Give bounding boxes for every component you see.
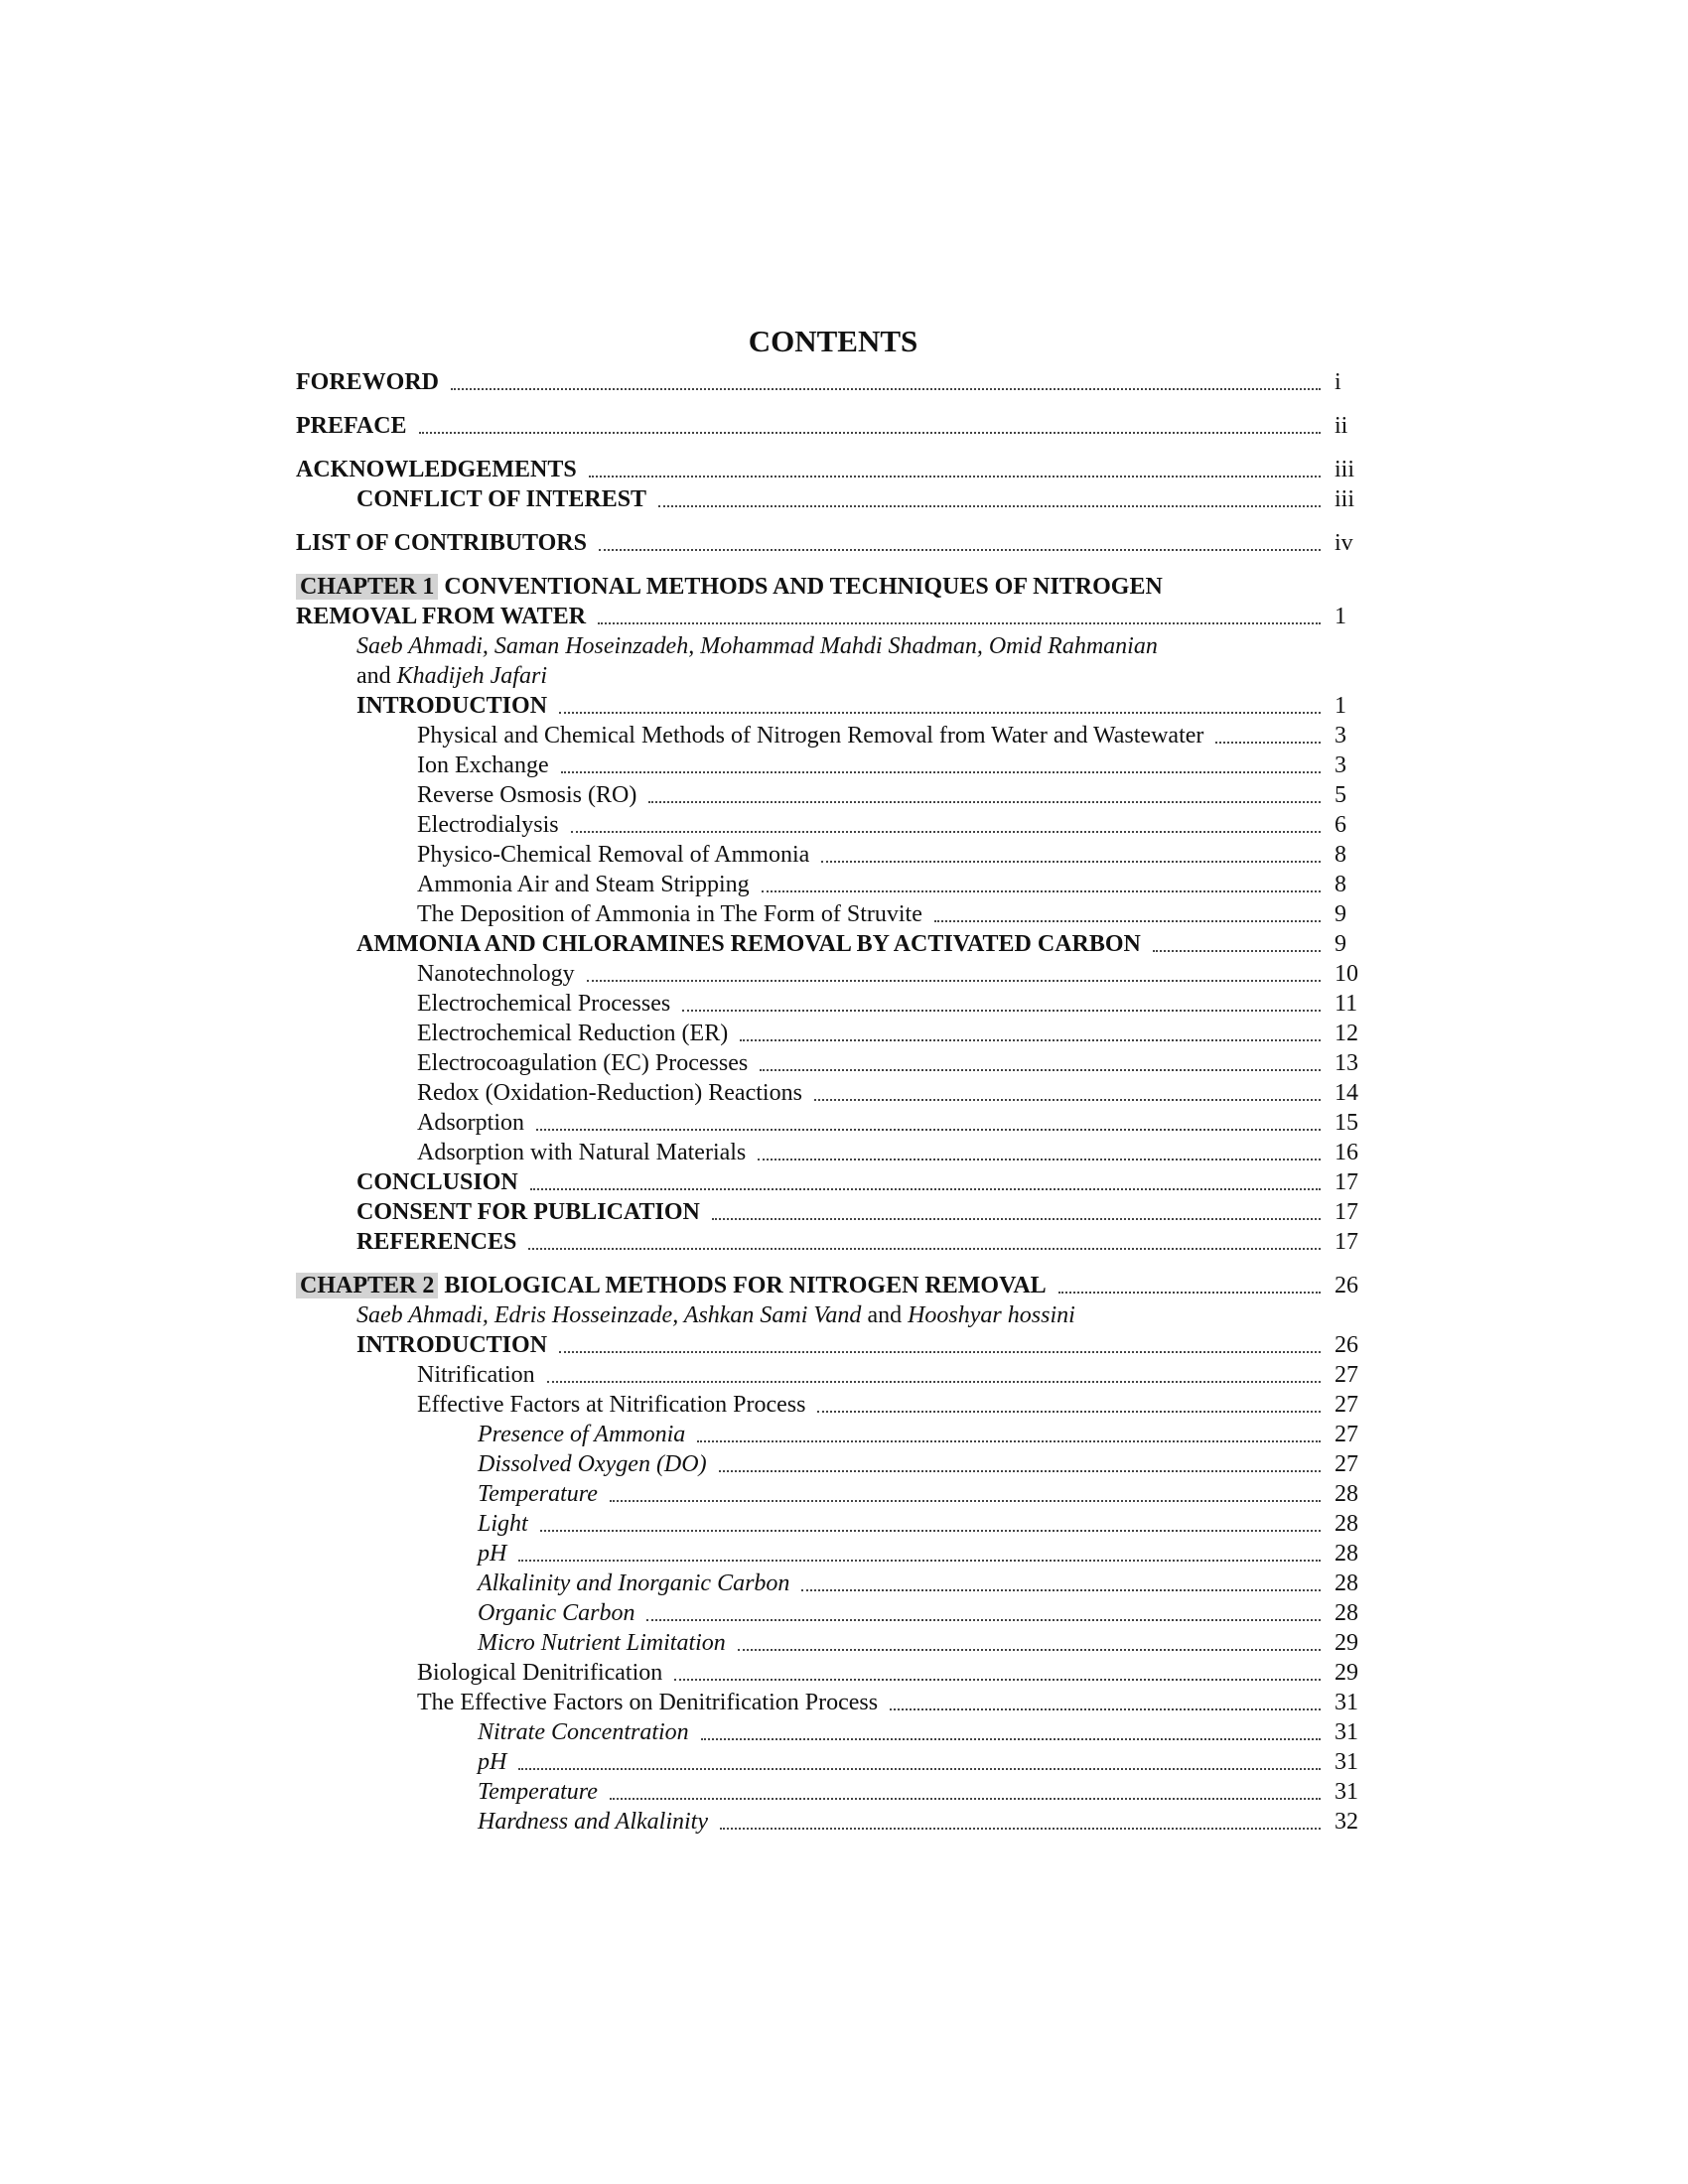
toc-entry (296, 528, 1370, 558)
author-name: Hooshyar hossini (908, 1302, 1075, 1328)
toc-page-number: 11 (1335, 991, 1358, 1017)
toc-entry-label: CONFLICT OF INTEREST (356, 486, 647, 512)
leader-dots (646, 1601, 1321, 1621)
toc-entry-label: Temperature (478, 1779, 598, 1805)
toc-entry-label: pH (478, 1749, 507, 1775)
toc-page-number: ii (1335, 413, 1348, 439)
toc-entry-label: Physico-Chemical Removal of Ammonia (417, 842, 810, 868)
leader-dots (719, 1452, 1321, 1472)
toc-entry-label: Presence of Ammonia (478, 1422, 686, 1447)
toc-page-number: 5 (1335, 782, 1346, 808)
toc-entry-label: REFERENCES (356, 1229, 517, 1255)
toc-page-number: 8 (1335, 872, 1346, 897)
leader-dots (801, 1571, 1321, 1591)
leader-dots (1215, 724, 1321, 744)
toc-entry (296, 840, 1370, 870)
toc-page-number: 17 (1335, 1169, 1358, 1195)
toc-entry (296, 602, 1370, 631)
toc-page-number: 32 (1335, 1809, 1358, 1835)
toc-entry (296, 870, 1370, 899)
toc-entry-label: Nitrate Concentration (478, 1719, 689, 1745)
toc-entry (296, 1658, 1370, 1688)
toc-entry-label: ACKNOWLEDGEMENTS (296, 457, 577, 482)
toc-page-number: 29 (1335, 1630, 1358, 1656)
toc-entry-label: Physical and Chemical Methods of Nitrogen Removal from Water and Wastewater (417, 723, 1204, 749)
toc-entry (296, 1108, 1370, 1138)
toc-entry-label: Biological Denitrification (417, 1660, 663, 1686)
leader-dots (648, 783, 1321, 803)
chapter-title: CONVENTIONAL METHODS AND TECHNIQUES OF NITROGEN (444, 574, 1163, 600)
toc-page-number: 27 (1335, 1422, 1358, 1447)
leader-dots (587, 962, 1321, 982)
toc-page-number: iii (1335, 486, 1355, 512)
toc-page-number: 9 (1335, 931, 1346, 957)
toc-entry (296, 455, 1370, 484)
toc-page-number: 31 (1335, 1779, 1358, 1805)
leader-dots (760, 1051, 1321, 1071)
leader-dots (599, 531, 1321, 551)
toc-entry-label: INTRODUCTION (356, 693, 548, 719)
toc-page-number: 8 (1335, 842, 1346, 868)
toc-entry-label: The Deposition of Ammonia in The Form of Struvite (417, 901, 922, 927)
toc-entry-label: Electrochemical Reduction (ER) (417, 1021, 729, 1046)
toc-entry-label: Organic Carbon (478, 1600, 635, 1626)
toc-entry-label: CONSENT FOR PUBLICATION (356, 1199, 700, 1225)
leader-dots (1058, 1274, 1321, 1294)
leader-dots (821, 843, 1321, 863)
toc-page-number: 17 (1335, 1229, 1358, 1255)
toc-page-number: 9 (1335, 901, 1346, 927)
toc-entry (296, 780, 1370, 810)
toc-entry (296, 989, 1370, 1019)
toc-entry-label: Effective Factors at Nitrification Process (417, 1392, 806, 1418)
leader-dots (610, 1780, 1321, 1800)
toc-page-number: 31 (1335, 1690, 1358, 1715)
toc-page-number: 28 (1335, 1570, 1358, 1596)
toc-entry-label: Electrocoagulation (EC) Processes (417, 1050, 749, 1076)
leader-dots (561, 753, 1321, 773)
toc-page-number: 28 (1335, 1541, 1358, 1567)
leader-dots (758, 1141, 1321, 1160)
toc-entry-label: Light (478, 1511, 528, 1537)
chapter-authors-cont (296, 661, 1370, 691)
leader-dots (674, 1661, 1321, 1681)
toc-entry (296, 721, 1370, 751)
authors-and: and (867, 1302, 903, 1328)
leader-dots (547, 1363, 1321, 1383)
toc-entry-label: The Effective Factors on Denitrification Process (417, 1690, 879, 1715)
toc-page-number: 28 (1335, 1600, 1358, 1626)
toc-entry-label: LIST OF CONTRIBUTORS (296, 530, 587, 556)
toc-page-number: 27 (1335, 1362, 1358, 1388)
toc-entry-label: Dissolved Oxygen (DO) (478, 1451, 707, 1477)
toc-entry-label: Hardness and Alkalinity (478, 1809, 708, 1835)
toc-entry (296, 1138, 1370, 1167)
chapter-authors: Saeb Ahmadi, Saman Hoseinzadeh, Mohammad Mahdi Shadman, Omid Rahmanian (356, 633, 1158, 659)
toc-entry (296, 1449, 1370, 1479)
chapter-label: CHAPTER 1 (296, 574, 438, 600)
leader-dots (540, 1512, 1321, 1532)
page-title: CONTENTS (748, 324, 918, 358)
leader-dots (817, 1393, 1321, 1413)
leader-dots (518, 1750, 1321, 1770)
chapter-authors (296, 1300, 1370, 1330)
toc-entry (296, 1330, 1370, 1360)
authors-and: and (356, 663, 391, 689)
leader-dots (658, 487, 1321, 507)
chapter-title: BIOLOGICAL METHODS FOR NITROGEN REMOVAL (444, 1273, 1047, 1298)
toc-page-number: 14 (1335, 1080, 1358, 1106)
toc-entry-label: Nitrification (417, 1362, 535, 1388)
toc-entry (296, 1227, 1370, 1257)
toc-page-number: 28 (1335, 1511, 1358, 1537)
leader-dots (712, 1200, 1321, 1220)
leader-dots (738, 1631, 1321, 1651)
toc-entry (296, 1360, 1370, 1390)
toc-page-number: 15 (1335, 1110, 1358, 1136)
toc-entry (296, 929, 1370, 959)
toc-entry (296, 1688, 1370, 1717)
leader-dots (682, 992, 1321, 1012)
leader-dots (610, 1482, 1321, 1502)
leader-dots (451, 370, 1321, 390)
author-names: Saeb Ahmadi, Edris Hosseinzade, Ashkan Sami Vand (356, 1302, 862, 1328)
leader-dots (890, 1691, 1321, 1710)
toc-entry (296, 1390, 1370, 1420)
toc-entry-label: INTRODUCTION (356, 1332, 548, 1358)
toc-entry-label: Nanotechnology (417, 961, 575, 987)
leader-dots (559, 1333, 1321, 1353)
toc-entry-label: PREFACE (296, 413, 407, 439)
toc-entry-label: CONCLUSION (356, 1169, 518, 1195)
author-name: Khadijeh Jafari (396, 663, 547, 689)
leader-dots (571, 813, 1321, 833)
toc-entry (296, 959, 1370, 989)
toc-entry-label: Redox (Oxidation-Reduction) Reactions (417, 1080, 802, 1106)
leader-dots (720, 1810, 1321, 1830)
toc-entry (296, 1539, 1370, 1569)
toc-entry-label: Reverse Osmosis (RO) (417, 782, 637, 808)
toc-entry (296, 1777, 1370, 1807)
toc-entry-label: Ammonia Air and Steam Stripping (417, 872, 750, 897)
leader-dots (589, 458, 1321, 478)
toc-entry-label: Electrodialysis (417, 812, 559, 838)
toc-entry (296, 1167, 1370, 1197)
leader-dots (598, 605, 1321, 624)
toc-entry (296, 810, 1370, 840)
toc-entry (296, 1628, 1370, 1658)
toc-page-number: i (1335, 369, 1341, 395)
toc-page-number: 1 (1335, 693, 1346, 719)
toc-page-number: 13 (1335, 1050, 1358, 1076)
leader-dots (814, 1081, 1321, 1101)
toc-entry (296, 1569, 1370, 1598)
leader-dots (740, 1022, 1321, 1041)
toc-entry-label: Ion Exchange (417, 752, 549, 778)
leader-dots (762, 873, 1321, 892)
toc-entry (296, 1048, 1370, 1078)
toc-page-number: 17 (1335, 1199, 1358, 1225)
chapter-heading (296, 1271, 1370, 1300)
leader-dots (528, 1230, 1321, 1250)
leader-dots (559, 694, 1321, 714)
chapter-title-cont: REMOVAL FROM WATER (296, 604, 587, 629)
toc-page-number: 10 (1335, 961, 1358, 987)
leader-dots (934, 902, 1321, 922)
toc-page-number: 12 (1335, 1021, 1358, 1046)
toc-entry-label: FOREWORD (296, 369, 439, 395)
leader-dots (419, 414, 1321, 434)
toc-page-number: 3 (1335, 752, 1346, 778)
toc-page-number: 26 (1335, 1273, 1358, 1298)
toc-entry (296, 1747, 1370, 1777)
toc-entry (296, 1420, 1370, 1449)
toc-entry (296, 411, 1370, 441)
toc-page-number: 1 (1335, 604, 1346, 629)
toc-entry (296, 1598, 1370, 1628)
toc-entry (296, 1019, 1370, 1048)
chapter-label: CHAPTER 2 (296, 1273, 438, 1298)
toc-entry-label: Electrochemical Processes (417, 991, 671, 1017)
toc-page-number: 31 (1335, 1749, 1358, 1775)
toc-page-number: 16 (1335, 1140, 1358, 1165)
leader-dots (536, 1111, 1321, 1131)
toc-entry (296, 691, 1370, 721)
leader-dots (697, 1423, 1321, 1442)
toc-entry (296, 1717, 1370, 1747)
toc-entry-label: Adsorption (417, 1110, 524, 1136)
toc-entry-label: Adsorption with Natural Materials (417, 1140, 747, 1165)
toc-page-number: 27 (1335, 1392, 1358, 1418)
toc-page-number: 3 (1335, 723, 1346, 749)
toc-page-number: iii (1335, 457, 1355, 482)
leader-dots (701, 1720, 1321, 1740)
toc-page-number: iv (1335, 530, 1353, 556)
toc-entry-label: AMMONIA AND CHLORAMINES REMOVAL BY ACTIVATED CARBON (356, 931, 1141, 957)
toc-entry (296, 1807, 1370, 1837)
toc-entry (296, 367, 1370, 397)
toc-entry (296, 484, 1370, 514)
leader-dots (530, 1170, 1321, 1190)
toc-page-number: 31 (1335, 1719, 1358, 1745)
leader-dots (1153, 932, 1321, 952)
toc-entry (296, 1479, 1370, 1509)
toc-entry (296, 899, 1370, 929)
toc-entry (296, 1509, 1370, 1539)
toc-entry (296, 751, 1370, 780)
toc-entry (296, 1197, 1370, 1227)
contents-page (296, 316, 1370, 1837)
toc-page-number: 6 (1335, 812, 1346, 838)
toc-entry-label: pH (478, 1541, 507, 1567)
toc-entry-label: Alkalinity and Inorganic Carbon (478, 1570, 790, 1596)
toc-page-number: 27 (1335, 1451, 1358, 1477)
chapter-heading (296, 572, 1370, 602)
toc-page-number: 29 (1335, 1660, 1358, 1686)
toc-entry-label: Micro Nutrient Limitation (478, 1630, 726, 1656)
toc-entry-label: Temperature (478, 1481, 598, 1507)
toc-page-number: 28 (1335, 1481, 1358, 1507)
toc-entry (296, 1078, 1370, 1108)
toc-page-number: 26 (1335, 1332, 1358, 1358)
leader-dots (518, 1542, 1321, 1562)
